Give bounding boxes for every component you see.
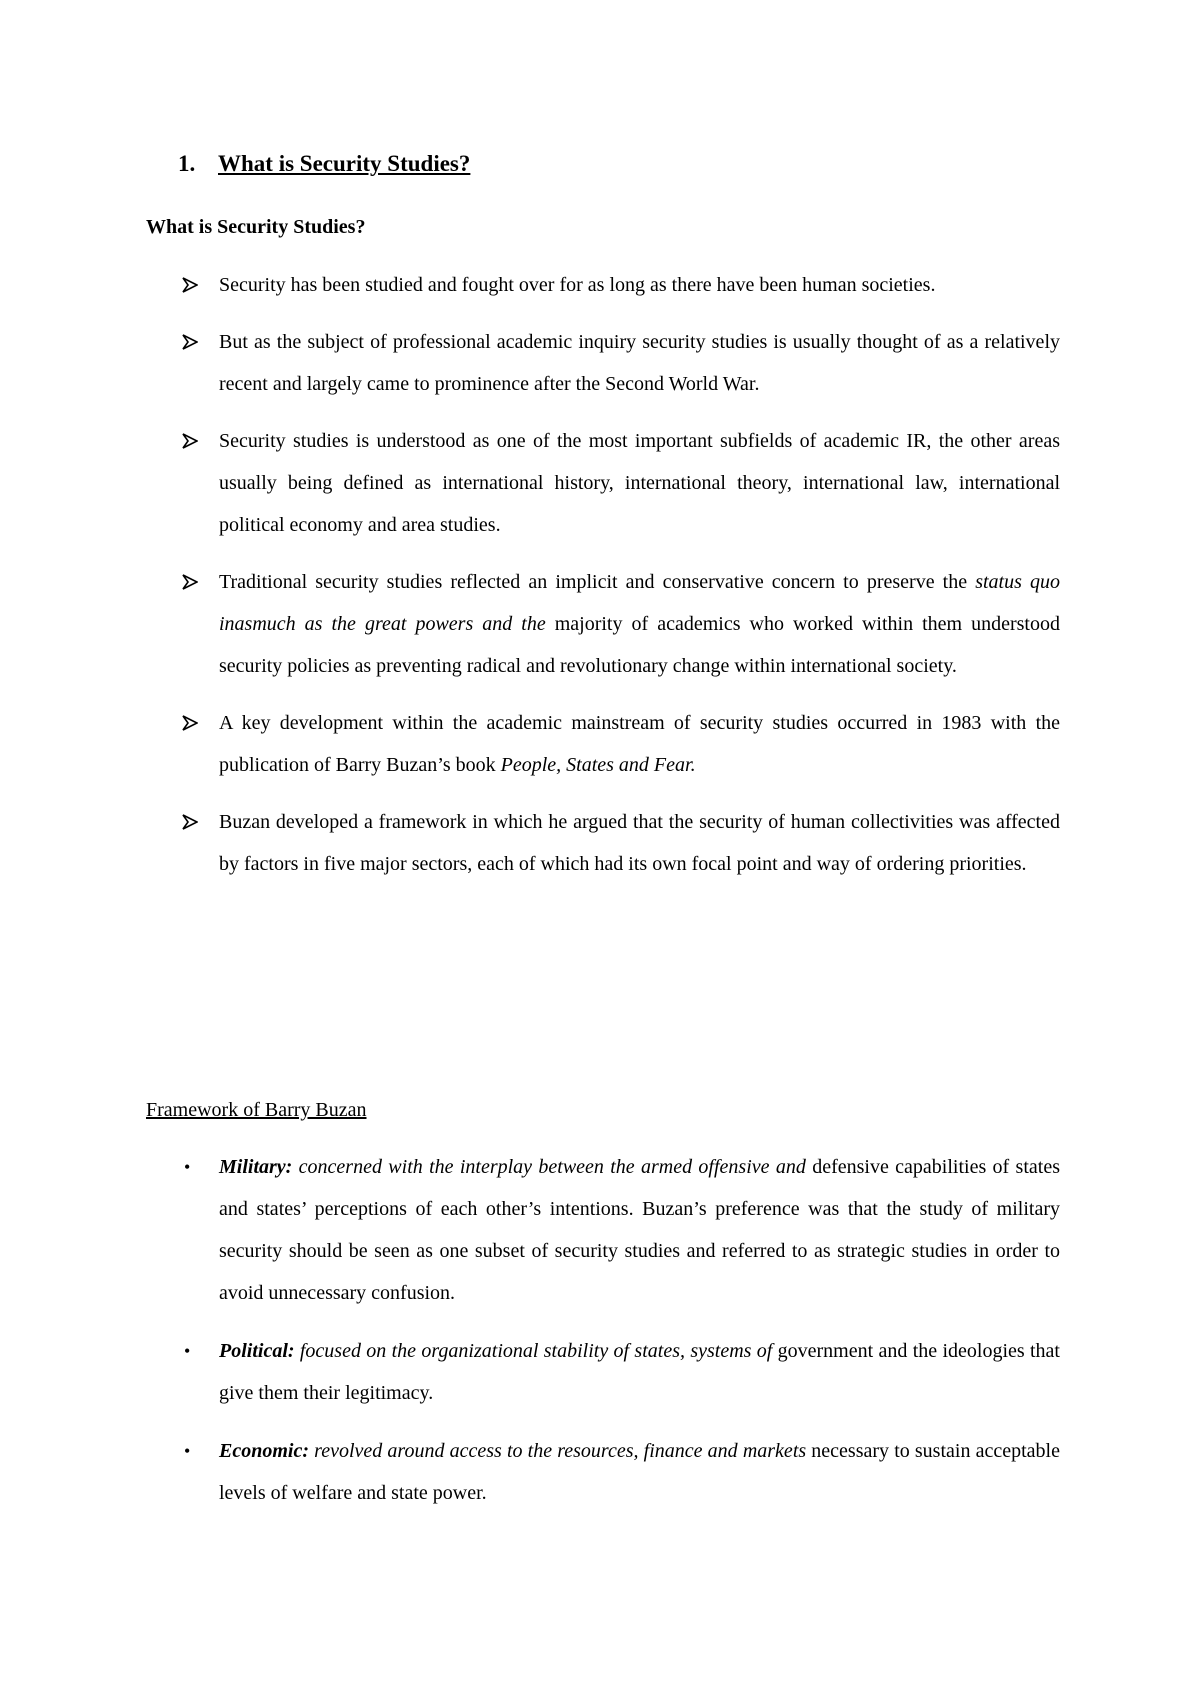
list-item-text: Security has been studied and fought over for as long as there have been human societies. bbox=[219, 274, 936, 296]
bullet-dot-icon: • bbox=[184, 1157, 191, 1177]
section-title: What is Security Studies? bbox=[218, 151, 471, 176]
section-heading bbox=[178, 150, 470, 178]
list-item bbox=[146, 801, 1060, 885]
list-item-text: defensive capabilities of states and states’ perceptions of each other’s intentions. Buzan’s preference was that the study of military security should be seen as one subset of security studies and referred to as strategic studies in order to avoid unnecessary confusion. bbox=[219, 1156, 1060, 1304]
list-item bbox=[146, 1146, 1060, 1314]
list-item-text: Security studies is understood as one of the most important subfields of academic IR, the other areas usually being defined as international history, international theory, international law, international political economy and area studies. bbox=[219, 430, 1060, 536]
arrow-bullet-icon bbox=[182, 264, 212, 293]
list-item bbox=[146, 321, 1060, 405]
list-item-text: Buzan developed a framework in which he argued that the security of human collectivities was affected by factors in five major sectors, each of which had its own focal point and way of ordering priorities. bbox=[219, 811, 1060, 875]
list-item bbox=[146, 264, 1060, 306]
sector-term: Military: bbox=[219, 1156, 293, 1178]
subheading: What is Security Studies? bbox=[146, 216, 366, 238]
arrow-bullet-list bbox=[146, 264, 1060, 900]
sector-italic-text: focused on the organizational stability of states, systems of bbox=[294, 1340, 773, 1362]
framework-heading: Framework of Barry Buzan bbox=[146, 1099, 367, 1121]
arrow-bullet-icon bbox=[182, 801, 212, 830]
list-item bbox=[146, 561, 1060, 687]
sector-term: Economic: bbox=[219, 1440, 309, 1462]
list-item bbox=[146, 702, 1060, 786]
sector-term: Political: bbox=[219, 1340, 295, 1362]
arrow-bullet-icon bbox=[182, 420, 212, 449]
arrow-bullet-icon bbox=[182, 321, 212, 350]
list-item-text: But as the subject of professional academic inquiry security studies is usually thought of as a relatively recent and largely came to prominence after the Second World War. bbox=[219, 331, 1060, 395]
list-item-text: A key development within the academic mainstream of security studies occurred in 1983 with the publication of Barry Buzan’s book bbox=[219, 712, 1060, 776]
framework-list bbox=[146, 1146, 1060, 1530]
list-item-text: Traditional security studies reflected an implicit and conservative concern to preserve the bbox=[219, 571, 976, 593]
list-item bbox=[146, 420, 1060, 546]
list-item-text: majority of academics who worked within them understood security policies as preventing radical and revolutionary change within international society. bbox=[219, 613, 1060, 677]
list-item-text: necessary to sustain acceptable levels of welfare and state power. bbox=[219, 1440, 1060, 1504]
list-item bbox=[146, 1430, 1060, 1514]
sector-italic-text: revolved around access to the resources, finance and markets bbox=[309, 1440, 807, 1462]
list-item-text: government and the ideologies that give them their legitimacy. bbox=[219, 1340, 1060, 1404]
arrow-bullet-icon bbox=[182, 702, 212, 731]
list-item-italic-text: status quo inasmuch as the great powers and the bbox=[219, 571, 1060, 635]
bullet-dot-icon: • bbox=[184, 1441, 191, 1461]
sector-italic-text: concerned with the interplay between the armed offensive and bbox=[292, 1156, 806, 1178]
arrow-bullet-icon bbox=[182, 561, 212, 590]
book-title: People, States and Fear. bbox=[500, 754, 696, 776]
bullet-dot-icon: • bbox=[184, 1341, 191, 1361]
list-item bbox=[146, 1330, 1060, 1414]
section-number: 1. bbox=[178, 151, 196, 176]
